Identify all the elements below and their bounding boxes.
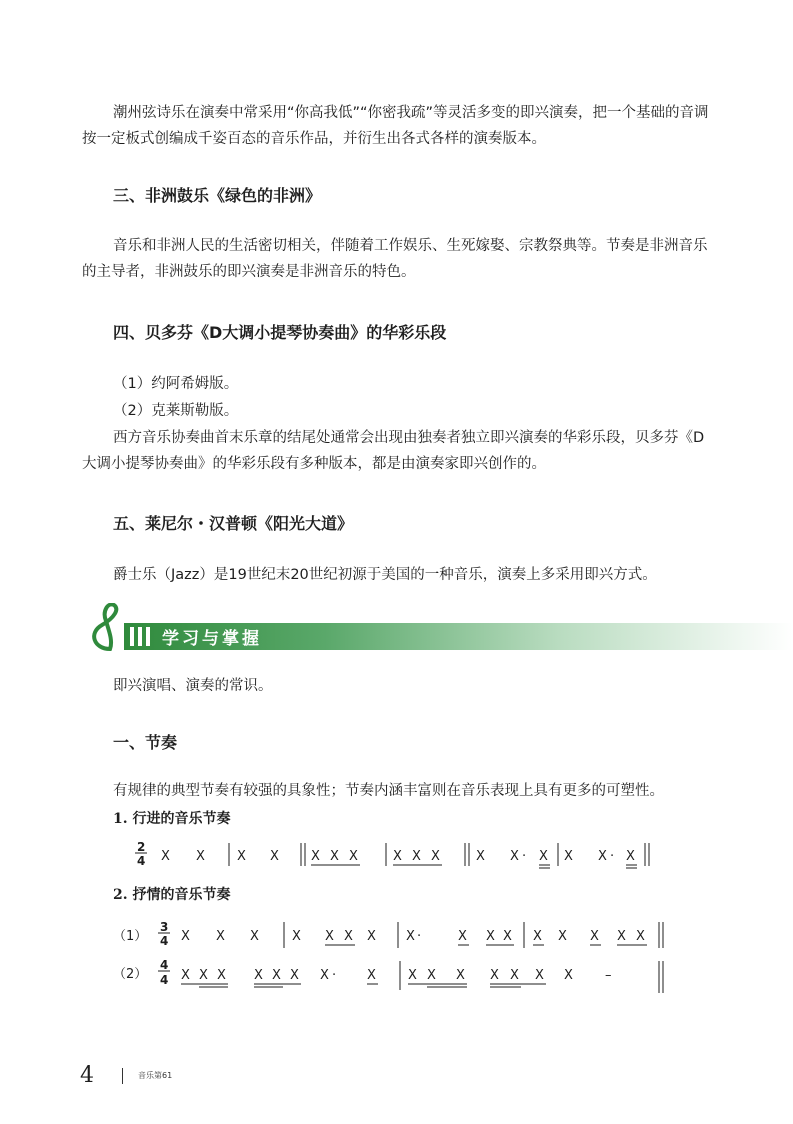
note: X [510,849,519,864]
time-sig-top: 4 [160,958,169,972]
note: X [564,849,573,864]
dot: · [332,968,337,983]
note: X [408,968,417,983]
note: X [535,968,544,983]
note: X [349,849,358,864]
dot: · [610,849,615,864]
section-4-item-2: （2）克莱斯勒版。 [113,403,239,419]
note: X [626,849,635,864]
note: X [533,929,542,944]
note: X [344,929,353,944]
page-number: 4 [80,1063,94,1088]
lyric-label-2: （2） [113,967,148,982]
time-sig-bottom: 4 [160,973,169,987]
note: X [393,849,402,864]
note: X [311,849,320,864]
section-3-body: 音乐和非洲人民的生活密切相关，伴随着工作娱乐、生死嫁娶、宗教祭典等。节奏是非洲音乐的主导者，非洲鼓乐的即兴演奏是非洲音乐的特色。 [82,238,708,280]
note: X [427,968,436,983]
section-3-heading: 三、非洲鼓乐《绿色的非洲》 [113,186,322,205]
note: X [431,849,440,864]
lyric-rhythm-title: 2. 抒情的音乐节奏 [113,887,231,903]
note: X [503,929,512,944]
footer-book-label: 音乐第61 [138,1071,173,1080]
note: X [558,929,567,944]
note: X [292,929,301,944]
dot: · [522,849,527,864]
rhythm-heading: 一、节奏 [113,733,178,752]
note: X [217,968,226,983]
note: X [539,849,548,864]
note: X [237,849,246,864]
note: X [490,968,499,983]
note: X [590,929,599,944]
section-4-heading: 四、贝多芬《D大调小提琴协奏曲》的华彩乐段 [113,323,447,342]
note: X [486,929,495,944]
section-4-item-1: （1）约阿希姆版。 [113,376,239,392]
note: X [199,968,208,983]
note: X [476,849,485,864]
note: X [598,849,607,864]
rhythm-body: 有规律的典型节奏有较强的具象性；节奏内涵丰富则在音乐表现上具有更多的可塑性。 [113,783,664,799]
section-5-heading: 五、莱尼尔・汉普顿《阳光大道》 [113,514,354,533]
note: X [564,968,573,983]
note: X [250,929,259,944]
intro-paragraph: 潮州弦诗乐在演奏中常采用“你高我低”“你密我疏”等灵活多变的即兴演奏，把一个基础的音调按一定板式创编成千姿百态的音乐作品，并衍生出各式各样的演奏版本。 [82,105,709,147]
dash: – [605,968,612,983]
note: X [367,968,376,983]
note: X [196,849,205,864]
note: X [412,849,421,864]
note: X [270,849,279,864]
note: X [181,968,190,983]
note: X [272,968,281,983]
section-4-body: 西方音乐协奏曲首末乐章的结尾处通常会出现由独奏者独立即兴演奏的华彩乐段，贝多芬《D大调小提琴协奏曲》的华彩乐段有多种版本，都是由演奏家即兴创作的。 [82,430,705,472]
time-sig-top: 2 [137,840,146,854]
banner-title: 学习与掌握 [162,629,262,649]
note: X [367,929,376,944]
note: X [181,929,190,944]
note: X [636,929,645,944]
note: X [320,968,329,983]
note: X [456,968,465,983]
footer-divider [122,1068,123,1084]
learn-intro: 即兴演唱、演奏的常识。 [113,678,273,694]
section-5-body: 爵士乐（Jazz）是19世纪末20世纪初源于美国的一种音乐，演奏上多采用即兴方式。 [113,567,657,583]
time-sig-bottom: 4 [137,854,146,868]
lyric-label-1: （1） [113,929,148,944]
note: X [161,849,170,864]
note: X [510,968,519,983]
note: X [216,929,225,944]
note: X [406,929,415,944]
note: X [617,929,626,944]
note: X [290,968,299,983]
time-sig-bottom: 4 [160,934,169,948]
note: X [330,849,339,864]
time-sig-top: 3 [160,920,169,934]
march-rhythm-title: 1. 行进的音乐节奏 [113,811,231,827]
dot: · [417,929,422,944]
note: X [458,929,467,944]
note: X [325,929,334,944]
note: X [254,968,263,983]
